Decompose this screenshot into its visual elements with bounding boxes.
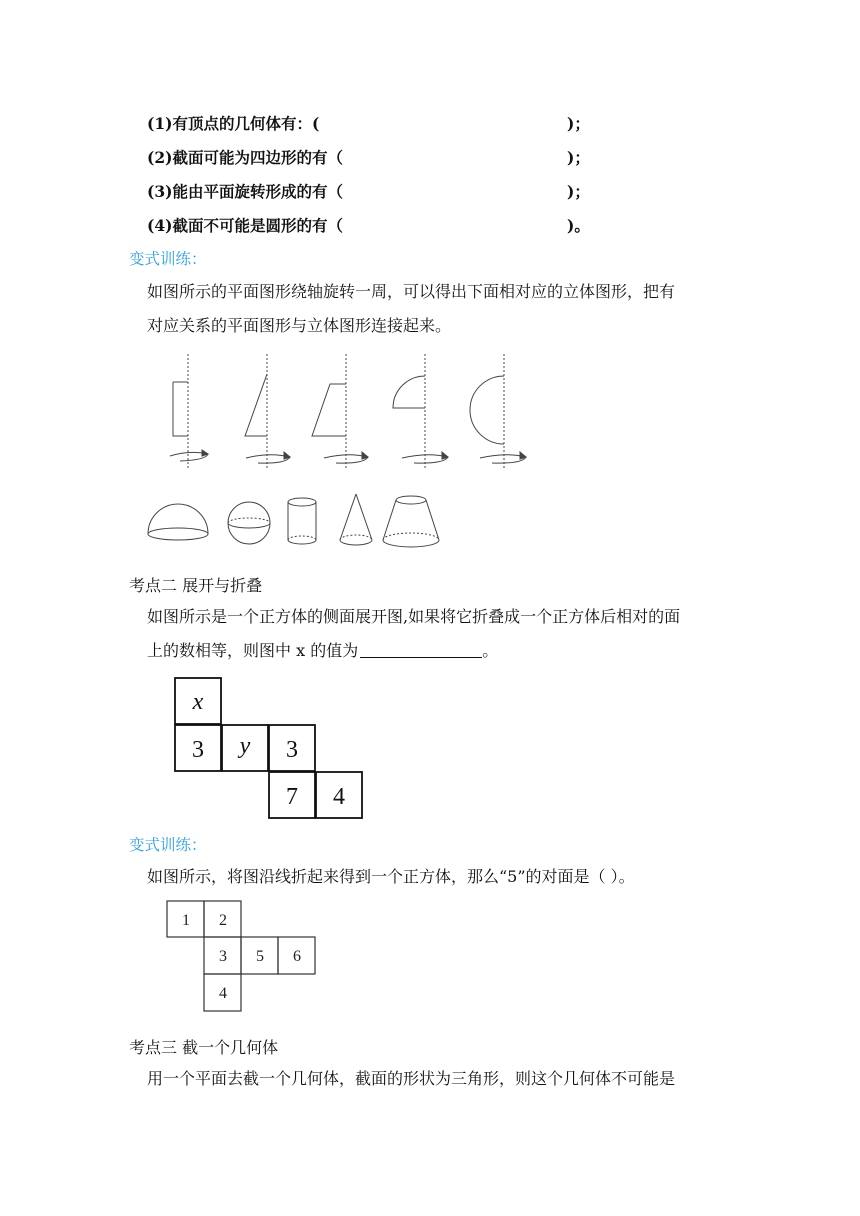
net2-cell-5: 5 (256, 948, 264, 965)
solid-frustum (383, 496, 439, 547)
cube-net-1 (174, 677, 364, 821)
net2-cell-6: 6 (293, 948, 301, 965)
solid-cylinder (288, 498, 316, 544)
section2-line1: 如图所示是一个正方体的侧面展开图,如果将它折叠成一个正方体后相对的面 (147, 607, 681, 626)
question-1-text: (1)有顶点的几何体有：( (147, 114, 320, 133)
net2-cell-4: 4 (219, 985, 227, 1002)
plane-figure-trapezoid (312, 354, 368, 470)
question-3 (147, 180, 590, 202)
solid-sphere (228, 502, 270, 544)
solid-figures-diagram (145, 488, 445, 550)
net1-cell-x: x (192, 689, 204, 715)
plane-figure-semicircle (470, 354, 526, 470)
net2-cell-2: 2 (219, 912, 227, 929)
variant1-line2: 对应关系的平面图形与立体图形连接起来。 (147, 316, 452, 335)
question-2 (147, 146, 590, 168)
answer-blank[interactable] (360, 639, 482, 658)
variant1-line1: 如图所示的平面图形绕轴旋转一周，可以得出下面相对应的立体图形，把有 (147, 282, 676, 301)
question-3-text: (3)能由平面旋转形成的有（ (147, 182, 343, 201)
net2-cell-1: 1 (182, 912, 190, 929)
plane-figures-diagram (150, 350, 540, 475)
net1-cell-3a: 3 (192, 737, 204, 763)
net1-cell-4: 4 (333, 784, 345, 810)
section2-heading: 考点二 展开与折叠 (129, 576, 263, 595)
question-1-close: )； (567, 114, 590, 133)
section2-line2-end: 。 (482, 641, 499, 660)
net2-cell-3: 3 (219, 948, 227, 965)
section2-line2 (147, 634, 498, 668)
question-4-text: (4)截面不可能是圆形的有（ (147, 216, 343, 235)
plane-figure-triangle (245, 354, 290, 470)
plane-figure-rectangle (170, 354, 208, 470)
variant-label-1: 变式训练： (129, 250, 207, 268)
plane-figure-quarter-circle (393, 354, 448, 470)
solid-hemisphere (148, 504, 208, 540)
section2-line2-text: 上的数相等，则图中 x 的值为 (147, 641, 359, 660)
net1-cell-y: y (239, 733, 251, 759)
question-4 (147, 214, 590, 236)
solid-cone (340, 494, 372, 545)
question-3-close: )； (567, 182, 590, 201)
net1-cell-3b: 3 (286, 737, 298, 763)
cube-net-2 (166, 900, 318, 1014)
question-2-text: (2)截面可能为四边形的有（ (147, 148, 343, 167)
question-4-close: )。 (567, 216, 590, 235)
variant2-text: 如图所示，将图沿线折起来得到一个正方体，那么“5”的对面是（ ）。 (147, 867, 635, 886)
section3-heading: 考点三 截一个几何体 (129, 1038, 279, 1057)
question-2-close: )； (567, 148, 590, 167)
variant-label-2: 变式训练： (129, 836, 207, 854)
section3-line1: 用一个平面去截一个几何体，截面的形状为三角形，则这个几何体不可能是 (147, 1069, 676, 1088)
question-1 (147, 112, 590, 134)
net1-cell-7: 7 (286, 784, 298, 810)
